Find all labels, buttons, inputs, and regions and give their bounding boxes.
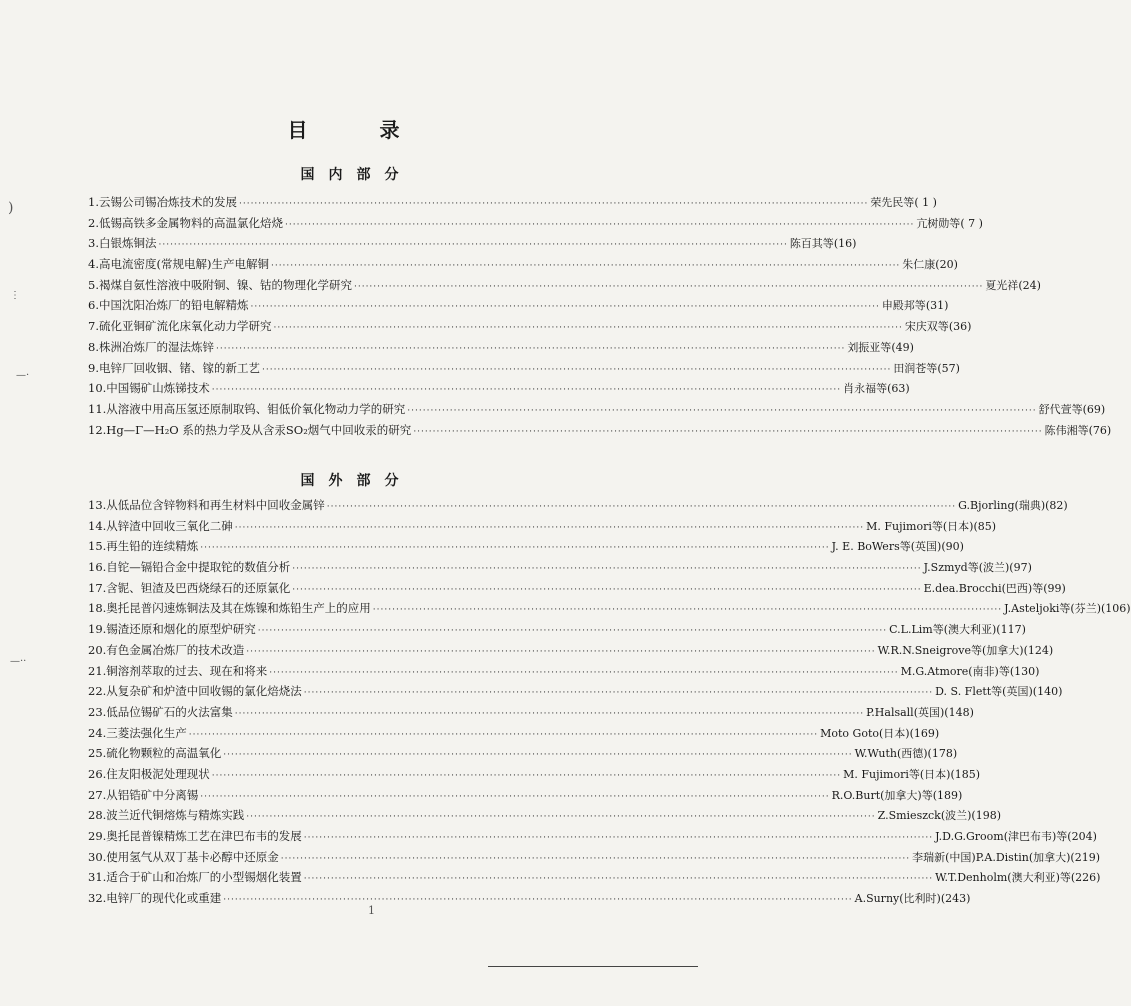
leader-dots (223, 895, 852, 905)
entry-title: 从溶液中用高压氢还原制取钨、钼低价氧化物动力学的研究 (106, 401, 406, 416)
toc-entry[interactable] (88, 256, 958, 277)
entry-number: 15. (88, 539, 107, 554)
toc-entry[interactable] (88, 297, 949, 318)
entry-author: 荣先民等 (870, 196, 915, 209)
entry-number: 7. (88, 319, 99, 334)
entry-title: 使用氢气从双丁基卡必醇中还原金 (106, 849, 279, 864)
entry-author: 宋庆双等 (904, 320, 949, 334)
toc-entry[interactable] (88, 235, 857, 256)
entry-page: (189) (932, 788, 963, 802)
entry-number: 14. (88, 518, 107, 533)
leader-dots (246, 647, 875, 657)
scan-mark: —·· (10, 656, 27, 667)
toc-entry[interactable] (88, 704, 974, 725)
entry-title: 波兰近代铜熔炼与精炼实践 (106, 808, 245, 823)
entry-author: 陈伟湘等 (1044, 423, 1089, 437)
entry-page: (82) (1045, 499, 1068, 512)
entry-number: 22. (88, 684, 107, 699)
toc-entry[interactable] (88, 380, 910, 401)
entry-page: (130) (1009, 664, 1040, 678)
entry-page: (36) (948, 320, 972, 334)
entry-title: 褐煤自氨性溶液中吸附铜、镍、钴的物理化学研究 (98, 277, 352, 292)
entry-author: W.Wuth(西德) (854, 747, 928, 761)
leader-dots (246, 812, 875, 822)
leader-dots (413, 427, 1042, 437)
entry-title: 中国锡矿山炼锑技术 (106, 381, 210, 396)
entry-number: 11. (88, 401, 107, 416)
entry-title: 高电流密度(常规电解)生产电解铜 (98, 257, 269, 272)
leader-dots (212, 385, 841, 395)
entry-number: 2. (88, 215, 99, 230)
entry-number: 16. (88, 560, 107, 575)
entry-title: 白银炼铜法 (98, 236, 157, 251)
entry-author: J.D.G.Groom(津巴布韦)等 (935, 830, 1068, 843)
leader-dots (250, 302, 879, 312)
entry-title: 中国沈阳冶炼厂的铅电解精炼 (98, 298, 249, 313)
entry-title: 铜溶剂萃取的过去、现在和将来 (106, 663, 268, 678)
entry-author: M. Fujimori等(日本) (843, 767, 951, 781)
leader-dots (304, 688, 933, 698)
entry-number: 4. (88, 257, 99, 272)
entry-author: Moto Goto(日本) (820, 726, 910, 740)
entry-page: (124) (1023, 643, 1054, 657)
entry-page: (243) (940, 892, 971, 906)
scan-mark: ) (8, 200, 14, 216)
scan-mark: —· (16, 370, 30, 381)
entry-number: 20. (88, 642, 107, 657)
entry-number: 25. (88, 746, 107, 761)
toc-entry[interactable] (88, 600, 1131, 621)
entry-page: (226) (1070, 871, 1101, 885)
entry-number: 21. (88, 663, 107, 678)
entry-author: R.O.Burt(加拿大)等 (831, 788, 933, 802)
entry-number: 26. (88, 766, 107, 781)
leader-dots (269, 668, 898, 678)
entry-number: 10. (88, 381, 107, 396)
toc-entry[interactable] (88, 807, 1002, 828)
entry-page: (148) (944, 705, 974, 719)
entry-title: 云锡公司锡冶炼技术的发展 (98, 195, 237, 209)
entry-number: 29. (88, 829, 107, 843)
toc-entry[interactable] (88, 559, 1032, 580)
toc-entry[interactable] (88, 683, 1063, 704)
entry-author: 刘振亚等 (847, 340, 892, 354)
leader-dots (239, 199, 868, 209)
leader-dots (373, 605, 1002, 615)
entry-number: 17. (88, 580, 107, 595)
toc-entry[interactable] (88, 766, 981, 787)
entry-number: 28. (88, 808, 107, 823)
entry-number: 12. (88, 422, 107, 437)
toc-entry[interactable] (88, 849, 1100, 870)
toc-entry[interactable] (88, 642, 1054, 663)
entry-author: P.Halsall(英国) (866, 705, 945, 719)
entry-number: 13. (88, 498, 107, 512)
entry-page: (219) (1070, 850, 1100, 864)
entry-page: (57) (937, 361, 960, 375)
entry-author: A.Surny(比利时) (854, 892, 941, 906)
entry-page: (76) (1088, 423, 1112, 437)
leader-dots (200, 543, 829, 553)
entry-title: 低品位锡矿石的火法富集 (106, 704, 233, 719)
toc-entry[interactable] (88, 725, 940, 746)
entry-page: (106) (1101, 602, 1131, 616)
entry-page: (99) (1043, 581, 1066, 595)
toc-entry[interactable] (88, 621, 1026, 642)
entry-author: M. Fujimori等(日本) (866, 519, 974, 533)
entry-page: (20) (935, 258, 958, 272)
toc-domestic-list (88, 194, 1112, 442)
leader-dots (271, 261, 900, 271)
entry-author: W.T.Denholm(澳大利亚)等 (935, 871, 1071, 885)
entry-author: G.Bjorling(瑞典) (958, 499, 1046, 512)
entry-title: 奥托昆普闪速炼铜法及其在炼镍和炼铅生产上的应用 (106, 601, 371, 616)
entry-title: 硫化亚铜矿流化床氧化动力学研究 (98, 319, 272, 334)
leader-dots (235, 709, 864, 719)
entry-title: Hg—Γ—H₂O 系的热力学及从含汞SO₂烟气中回收汞的研究 (106, 422, 412, 437)
entry-page: (178) (927, 747, 958, 761)
entry-author: Z.Smieszck(波兰) (877, 809, 972, 823)
toc-entry[interactable] (88, 318, 972, 339)
entry-page: (185) (950, 767, 981, 781)
toc-entry[interactable] (88, 215, 983, 236)
leader-dots (327, 502, 956, 512)
leader-dots (285, 220, 914, 230)
entry-author: 申殿邦等 (881, 299, 926, 313)
entry-page: (31) (925, 299, 949, 313)
entry-number: 9. (88, 360, 99, 375)
toc-entry[interactable] (88, 538, 964, 559)
entry-title: 电锌厂的现代化或重建 (106, 891, 222, 906)
leader-dots (273, 323, 902, 333)
scan-mark: ⋮ (10, 290, 20, 301)
entry-title: 有色金属冶炼厂的技术改造 (106, 642, 245, 657)
entry-number: 32. (88, 891, 107, 906)
entry-author: 舒代萱等 (1038, 402, 1083, 416)
entry-number: 1. (88, 195, 99, 209)
toc-entry[interactable] (88, 787, 963, 808)
entry-number: 5. (88, 277, 99, 292)
entry-number: 27. (88, 787, 107, 802)
leader-dots (407, 406, 1036, 416)
leader-dots (216, 344, 845, 354)
toc-foreign-list (88, 497, 1131, 911)
entry-title: 从复杂矿和炉渣中回收锡的氯化焙烧法 (106, 684, 302, 699)
entry-author: M.G.Atmore(南非)等 (900, 664, 1010, 678)
entry-page: (117) (996, 623, 1026, 637)
toc-entry[interactable] (88, 497, 1068, 518)
entry-author: C.L.Lim等(澳大利亚) (889, 623, 997, 637)
entry-number: 24. (88, 725, 107, 740)
entry-page: ( 1 ) (914, 196, 937, 209)
entry-page: (90) (941, 540, 964, 554)
entry-author: 亢树勋等 (916, 216, 961, 230)
entry-page: (63) (887, 382, 910, 396)
leader-dots (292, 585, 921, 595)
entry-number: 23. (88, 704, 107, 719)
leader-dots (158, 240, 787, 250)
leader-dots (304, 874, 933, 884)
entry-author: 朱仁康 (902, 258, 936, 272)
leader-dots (223, 750, 852, 760)
leader-dots (258, 626, 887, 636)
entry-page: (97) (1009, 561, 1032, 575)
entry-number: 18. (88, 601, 107, 616)
entry-number: 8. (88, 339, 99, 354)
entry-number: 6. (88, 298, 99, 313)
toc-entry[interactable] (88, 194, 937, 215)
section-heading-domestic: 国内部分 (300, 167, 413, 183)
leader-dots (304, 833, 933, 843)
entry-title: 奥托昆普镍精炼工艺在津巴布韦的发展 (106, 829, 302, 843)
entry-author: J.Szmyd等(波兰) (923, 561, 1010, 575)
entry-title: 硫化物颗粒的高温氧化 (106, 746, 222, 761)
leader-dots (281, 854, 910, 864)
toc-entry[interactable] (88, 422, 1112, 443)
entry-title: 从铝锆矿中分离锡 (106, 787, 199, 802)
page-mark: 1 (368, 904, 375, 917)
entry-author: 李瑞新(中国)P.A.Distin(加拿大) (912, 850, 1071, 864)
leader-dots (235, 523, 864, 533)
entry-title: 自铊—镉铅合金中提取铊的数值分析 (106, 560, 291, 575)
leader-dots (200, 792, 829, 802)
toc-entry[interactable] (88, 360, 960, 381)
entry-title: 株洲冶炼厂的湿法炼锌 (98, 339, 214, 354)
entry-title: 住友阳极泥处理现状 (106, 766, 210, 781)
leader-dots (292, 564, 921, 574)
entry-page: (24) (1018, 278, 1041, 292)
entry-title: 从锌渣中回收三氧化二砷 (106, 518, 233, 533)
toc-entry[interactable] (88, 277, 1041, 298)
entry-number: 3. (88, 236, 99, 251)
entry-author: J.Asteljoki等(芬兰) (1004, 602, 1102, 616)
toc-entry[interactable] (88, 580, 1066, 601)
entry-title: 含铌、钽渣及巴西烧绿石的还原氯化 (106, 580, 291, 595)
entry-author: 肖永福等 (843, 382, 888, 396)
leader-dots (189, 730, 818, 740)
entry-page: (85) (973, 519, 997, 533)
entry-number: 19. (88, 622, 107, 637)
entry-author: D. S. Flett等(英国) (935, 685, 1033, 699)
toc-entry[interactable] (88, 745, 958, 766)
entry-page: (140) (1032, 685, 1063, 699)
entry-author: W.R.N.Sneigrove等(加拿大) (877, 643, 1024, 657)
section-heading-foreign: 国外部分 (300, 473, 413, 489)
entry-page: ( 7 ) (960, 216, 983, 230)
entry-page: (204) (1067, 830, 1097, 843)
leader-dots (354, 282, 983, 292)
entry-page: (69) (1082, 402, 1106, 416)
toc-entry[interactable] (88, 339, 914, 360)
entry-title: 适合于矿山和冶炼厂的小型锡烟化装置 (106, 870, 302, 885)
entry-page: (169) (909, 726, 940, 740)
entry-number: 30. (88, 849, 107, 864)
entry-author: 陈百其等 (789, 237, 834, 251)
entry-author: E.dea.Brocchi(巴西)等 (923, 581, 1044, 595)
toc-entry[interactable] (88, 869, 1101, 890)
entry-page: (49) (891, 340, 914, 354)
entry-author: J. E. BoWers等(英国) (831, 540, 942, 554)
entry-number: 31. (88, 870, 107, 885)
entry-title: 低锡高铁多金属物料的高温氯化焙烧 (98, 215, 283, 230)
entry-title: 从低品位含锌物料和再生材料中回收金属锌 (106, 498, 325, 512)
toc-entry[interactable] (88, 401, 1106, 422)
entry-title: 再生铅的连续精炼 (106, 539, 199, 554)
toc-entry[interactable] (88, 828, 1097, 849)
leader-dots (262, 365, 891, 375)
entry-page: (198) (971, 809, 1002, 823)
footer-rule (488, 966, 698, 967)
leader-dots (212, 771, 841, 781)
entry-title: 锡渣还原和烟化的原型炉研究 (106, 622, 256, 637)
entry-author: 田润苍等 (893, 361, 938, 375)
toc-entry[interactable] (88, 518, 997, 539)
toc-entry[interactable] (88, 663, 1040, 684)
entry-page: (16) (833, 237, 857, 251)
entry-author: 夏光祥 (985, 278, 1019, 292)
page-title: 目 录 (287, 118, 426, 142)
entry-title: 三菱法强化生产 (106, 725, 187, 740)
entry-title: 电锌厂回收铟、锗、镓的新工艺 (98, 360, 260, 375)
